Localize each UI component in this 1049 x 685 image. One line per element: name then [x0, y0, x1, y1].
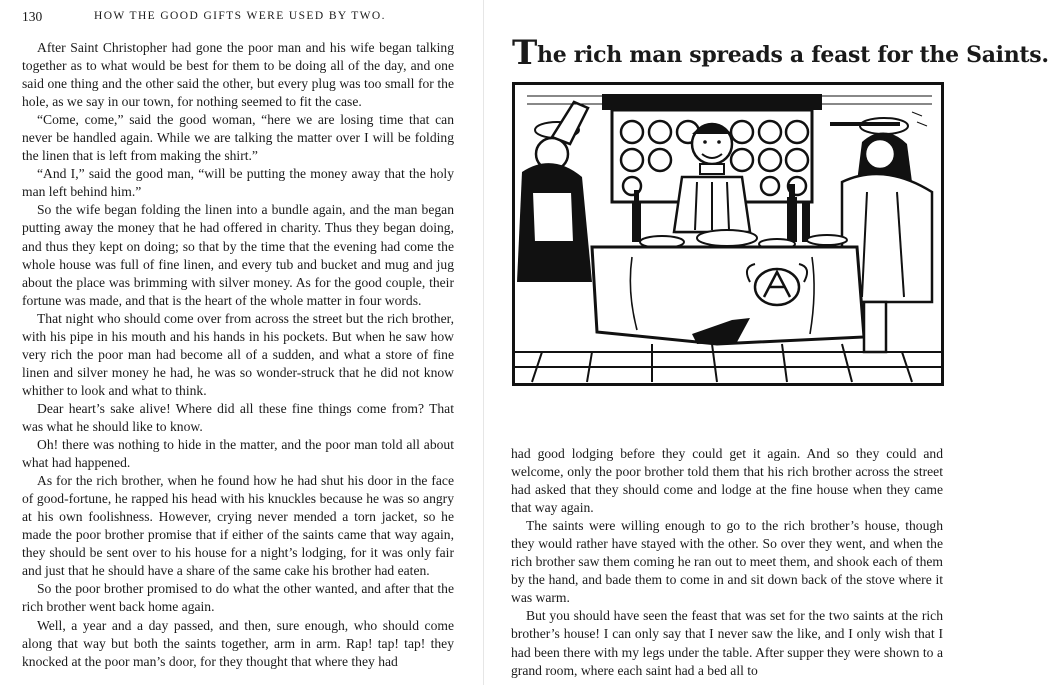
window-lintel — [602, 94, 822, 110]
paragraph: So the wife began folding the linen into a bundle again, and the man began putting away the money that he had offered in charity. Thus they began doing, and thus they kept on doing; so that by the time that the evening had come the whole house was full of fine linen, and every tub and bucket and mug and jug about the place was brimming with silver money. As for the good couple, their fortune was made, and that is the heart of the whole matter in four words. — [22, 202, 454, 308]
running-head: HOW THE GOOD GIFTS WERE USED BY TWO. — [94, 10, 386, 22]
caption-text: he rich man spreads a feast for the Saints. — [537, 42, 1049, 68]
paragraph: After Saint Christopher had gone the poor man and his wife began talking together as to what would be best for them to be doing all of the day, and one said one thing and the other said the other, but every plug was too small for the hole, as we say in our town, for nothing seemed to fit the case. — [22, 40, 454, 110]
paragraph: “Come, come,” said the good woman, “here we are losing time that can never be handled again. While we are talking the matter over I will be folding the linen that is left from making the shirt.” — [22, 112, 454, 164]
paragraph: had good lodging before they could get it again. And so they could and welcome, only the poor brother told them that his rich brother across the street had asked that they should come and lodge at the fine house when they came that way again. — [511, 446, 943, 516]
paragraph: Well, a year and a day passed, and then, sure enough, who should come along that way but both the saints together, arm in arm. Rap! tap! tap! they knocked at the poor man’s door, for they thought that where they had — [22, 617, 454, 669]
paragraph: Dear heart’s sake alive! Where did all these fine things come from? That was what he should like to know. — [22, 400, 454, 434]
page-header — [22, 9, 462, 27]
right-body-text — [511, 445, 943, 680]
caption-initial: T — [512, 33, 538, 73]
paragraph: “And I,” said the good man, “will be putting the money away that the holy man left behind him.” — [22, 166, 454, 200]
jug — [864, 302, 886, 352]
left-body-text — [22, 39, 454, 671]
page-number: 130 — [22, 9, 43, 24]
right-page — [484, 0, 1049, 685]
paragraph: But you should have seen the feast that was set for the two saints at the rich brother’s house! I can only say that I never saw the like, and I only wish that I had been there with my legs under the table. After supper they were shown to a grand room, where each saint had a bed all to — [511, 608, 943, 678]
illustration-caption — [512, 32, 1049, 74]
paragraph: That night who should come over from across the street but the rich brother, with his pipe in his mouth and his hands in his pockets. But when he saw how very rich the poor man had become all of a sudden, and what a store of fine linen and silver money he had, he was so wonder-struck that he did not know whither to look and what to think. — [22, 310, 454, 398]
paragraph: The saints were willing enough to go to the rich brother’s house, though they would rather have stayed with the other. So over they went, and when the rich brother saw them coming he ran out to meet them, and shook each of them by the hand, and bade them to come in and sit down back of the stove where it was warm. — [511, 518, 943, 606]
left-page — [0, 0, 483, 685]
paragraph: As for the rich brother, when he found how he had shut his door in the face of good-fortune, he rapped his head with his knuckles because he was so angry at his own foolishness. However, crying never mended a torn jacket, so he made the poor brother promise that if either of the saints came that way again, they should be sent over to his house for a night’s lodging, for it was only fair and just that he should have a share of the same cake his brother had eaten. — [22, 473, 454, 579]
paragraph: Oh! there was nothing to hide in the matter, and the poor man told all about what had happened. — [22, 437, 454, 471]
paragraph: So the poor brother promised to do what the other wanted, and after that the rich brother went back home again. — [22, 581, 454, 615]
feast-illustration — [512, 82, 944, 386]
